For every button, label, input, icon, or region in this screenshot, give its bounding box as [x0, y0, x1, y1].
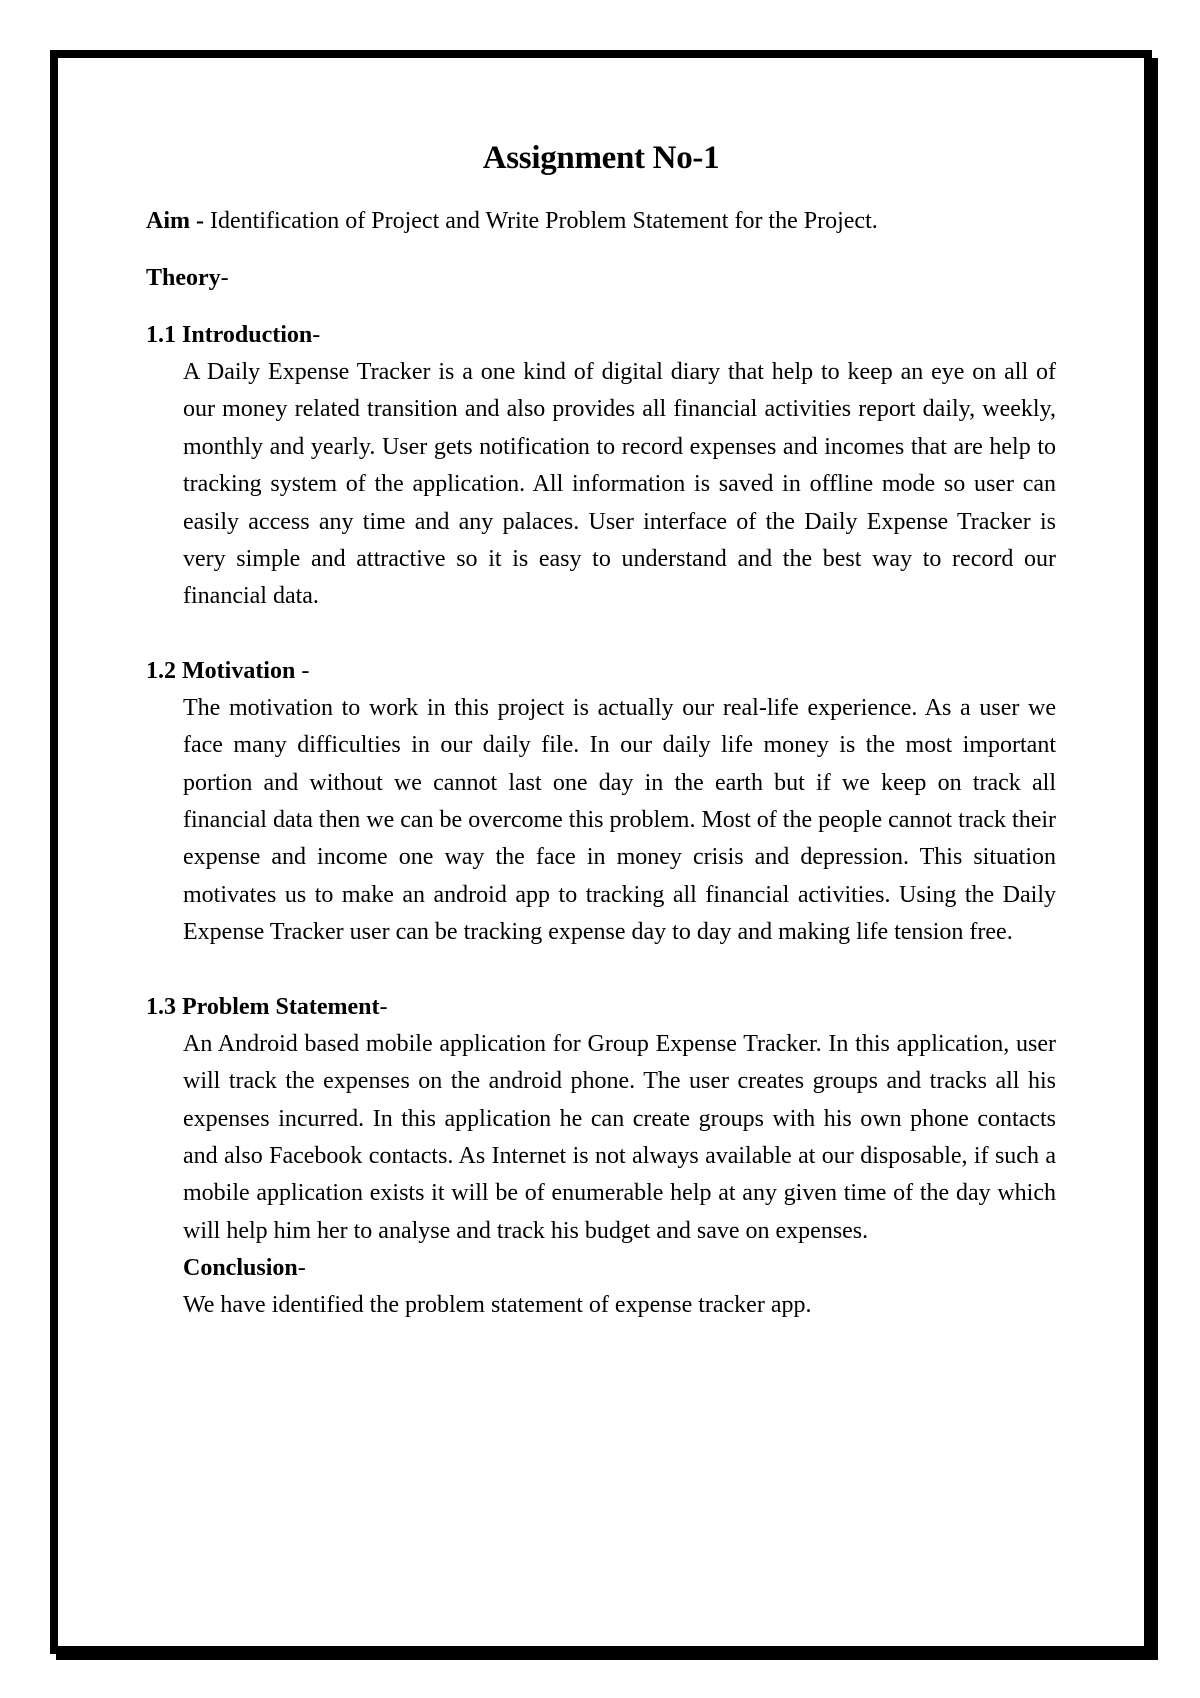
- section-introduction: [146, 317, 1056, 616]
- section-suffix: -: [379, 993, 388, 1020]
- section-heading: [146, 653, 1056, 690]
- conclusion-heading: [183, 1250, 1056, 1287]
- section-suffix: -: [295, 657, 310, 684]
- conclusion-label: Conclusion: [183, 1255, 298, 1282]
- section-label: 1.1 Introduction: [146, 322, 313, 348]
- conclusion-body: We have identified the problem statement of expense tracker app.: [183, 1292, 812, 1319]
- conclusion-suffix: -: [297, 1255, 306, 1282]
- section-suffix: -: [312, 322, 321, 348]
- section-heading: [146, 317, 1056, 354]
- page-border-shadow-bottom: [56, 1654, 1158, 1660]
- section-body: A Daily Expense Tracker is a one kind of digital diary that help to keep an eye on all of our money related transition and also provides all financial activities report daily, weekly, monthly and yearly. User gets notification to record expenses and incomes that are help to tracking system of the application. All information is saved in offline mode so user can easily access any time and any palaces. User interface of the Daily Expense Tracker is very simple and attractive so it is easy to understand and the best way to record our financial data.: [183, 359, 1056, 610]
- aim-line: [146, 203, 1056, 240]
- aim-label: Aim: [146, 208, 190, 234]
- section-heading: [146, 989, 1056, 1026]
- section-body: An Android based mobile application for Group Expense Tracker. In this application, user will track the expenses on the android phone. The user creates groups and tracks all his expenses incurred. In this application he can create groups with his own phone contacts and also Facebook contacts. As Internet is not always available at our disposable, if such a mobile application exists it will be of enumerable help at any given time of the day which will help him her to analyse and track his budget and save on expenses.: [183, 1030, 1056, 1244]
- conclusion-block: [183, 1250, 1056, 1324]
- section-problem-statement: [146, 989, 1056, 1250]
- section-label: 1.3 Problem Statement: [146, 993, 380, 1020]
- aim-text: Identification of Project and Write Problem Statement for the Project.: [210, 208, 878, 234]
- document-content: [146, 140, 1056, 1324]
- section-body: The motivation to work in this project is actually our real-life experience. As a user we face many difficulties in our daily file. In our daily life money is the most important portion and without we cannot last one day in the earth but if we keep on track all financial data then we can be overcome this problem. Most of the people cannot track their expense and income one way the face in money crisis and depression. This situation motivates us to make an android app to tracking all financial activities. Using the Daily Expense Tracker user can be tracking expense day to day and making life tension free.: [183, 694, 1057, 946]
- section-label: 1.2 Motivation: [146, 657, 296, 684]
- page-border-shadow-right: [1152, 58, 1158, 1660]
- theory-label: Theory: [146, 265, 221, 291]
- theory-suffix: -: [220, 265, 229, 291]
- aim-separator: -: [190, 208, 210, 234]
- theory-heading: [146, 260, 1056, 297]
- section-motivation: [146, 653, 1056, 952]
- document-title: Assignment No-1: [482, 140, 720, 176]
